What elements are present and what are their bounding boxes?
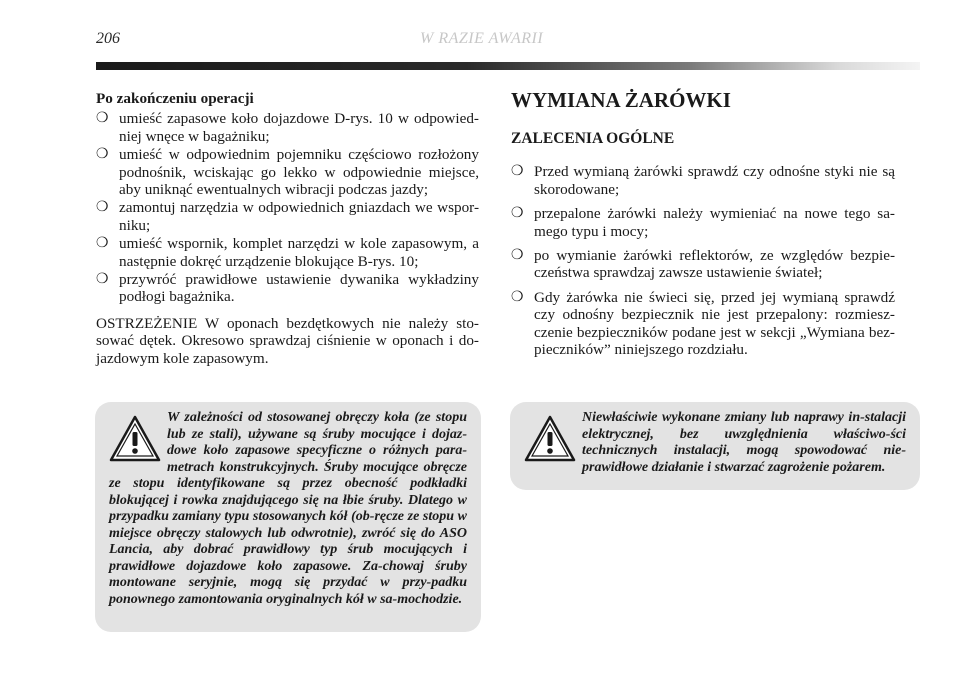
list-item-text: zamontuj narzędzia w odpowiednich gniazdach we wspor-niku;	[119, 199, 479, 234]
list-item	[511, 247, 895, 282]
warning-triangle-icon	[109, 414, 161, 464]
circle-bullet-icon: ❍	[96, 271, 109, 288]
circle-bullet-icon: ❍	[511, 205, 524, 222]
list-item-text: umieść zapasowe koło dojazdowe D-rys. 10 w odpowied-niej wnęce w bagażniku;	[119, 110, 479, 145]
caution-text: W zależności od stosowanej obręczy koła (ze stopu lub ze stali), używane są śruby mocujące i dojaz-dowe koło zapasowe specyficzne o różnych para-metrach konstrukcyjnych. Śruby mocujące obręcze ze stopu identyfikowane są przez obecność podkładki blokującej i rowka znajdującego się na łbie śruby. Dlatego w przypadku zamiany typu stosowanych kół (ob-ręcze ze stopu w miejsce obręczy stalowych lub odwrotnie), zwróć się do ASO Lancia, aby dobrać prawidłowy typ śrub mocujących i prawidłowe dojazdowe koło zapasowe. Za-chowaj śruby montowane seryjnie, mogą się przydać w przy-padku ponownego zamontowania oryginalnych kół w sa-mochodzie.	[109, 410, 467, 607]
list-item	[511, 163, 895, 198]
left-subheading: Po zakończeniu operacji	[96, 90, 254, 107]
section-title: WYMIANA ŻARÓWKI	[511, 88, 731, 112]
left-bullet-list	[96, 110, 479, 305]
circle-bullet-icon: ❍	[96, 110, 109, 127]
list-item	[511, 205, 895, 240]
header-rule	[96, 62, 920, 70]
caution-box-wheels	[95, 402, 481, 632]
list-item	[96, 110, 479, 145]
page-number: 206	[96, 30, 120, 47]
circle-bullet-icon: ❍	[511, 288, 524, 305]
right-bullet-list	[511, 163, 895, 358]
list-item-text: Przed wymianą żarówki sprawdź czy odnośne styki nie są skorodowane;	[534, 163, 895, 198]
circle-bullet-icon: ❍	[96, 146, 109, 163]
circle-bullet-icon: ❍	[96, 235, 109, 252]
list-item-text: umieść w odpowiednim pojemniku częściowo rozłożony podnośnik, wciskając go lekko w odpowiednie miejsce, aby uniknąć ewentualnych wibracji podczas jazdy;	[119, 146, 479, 199]
list-item	[96, 235, 479, 270]
right-column	[511, 88, 895, 365]
list-item-text: po wymianie żarówki reflektorów, ze względów bezpie-czeństwa sprawdzaj zawsze ustawienie świateł;	[534, 247, 895, 282]
tyre-warning-paragraph: OSTRZEŻENIE W oponach bezdętkowych nie należy sto-sować dętek. Okresowo sprawdzaj ciśnienie w oponach i do-jazdowym kole zapasowym.	[96, 314, 479, 367]
list-item	[96, 199, 479, 234]
list-item	[96, 146, 479, 198]
caution-box-electrical	[510, 402, 920, 490]
warning-triangle-icon	[524, 414, 576, 464]
list-item-text: przywróć prawidłowe ustawienie dywanika wykładziny podłogi bagażnika.	[119, 271, 479, 306]
running-header-title: W RAZIE AWARII	[420, 30, 544, 47]
circle-bullet-icon: ❍	[96, 199, 109, 216]
list-item	[511, 289, 895, 359]
circle-bullet-icon: ❍	[511, 163, 524, 180]
list-item	[96, 271, 479, 306]
caution-text: Niewłaściwie wykonane zmiany lub naprawy in-stalacji elektrycznej, bez uwzględnienia właściwo-ści technicznych instalacji, mogą spowodować nie-prawidłowe działanie i stwarzać zagrożenie pożarem.	[582, 410, 906, 475]
circle-bullet-icon: ❍	[511, 247, 524, 264]
list-item-text: przepalone żarówki należy wymieniać na nowe tego sa-mego typu i mocy;	[534, 205, 895, 240]
list-item-text: Gdy żarówka nie świeci się, przed jej wymianą sprawdź czy odnośny bezpiecznik nie jest przepalony: rozmiesz-czenie bezpieczników podane jest w sekcji „Wymiana bez-pieczników” niniejszego rozdziału.	[534, 288, 895, 359]
section-subtitle: ZALECENIA OGÓLNE	[511, 130, 675, 147]
list-item-text: umieść wspornik, komplet narzędzi w kole zapasowym, a następnie dokręć urządzenie blokujące B-rys. 10;	[119, 235, 479, 270]
left-column	[96, 90, 479, 382]
